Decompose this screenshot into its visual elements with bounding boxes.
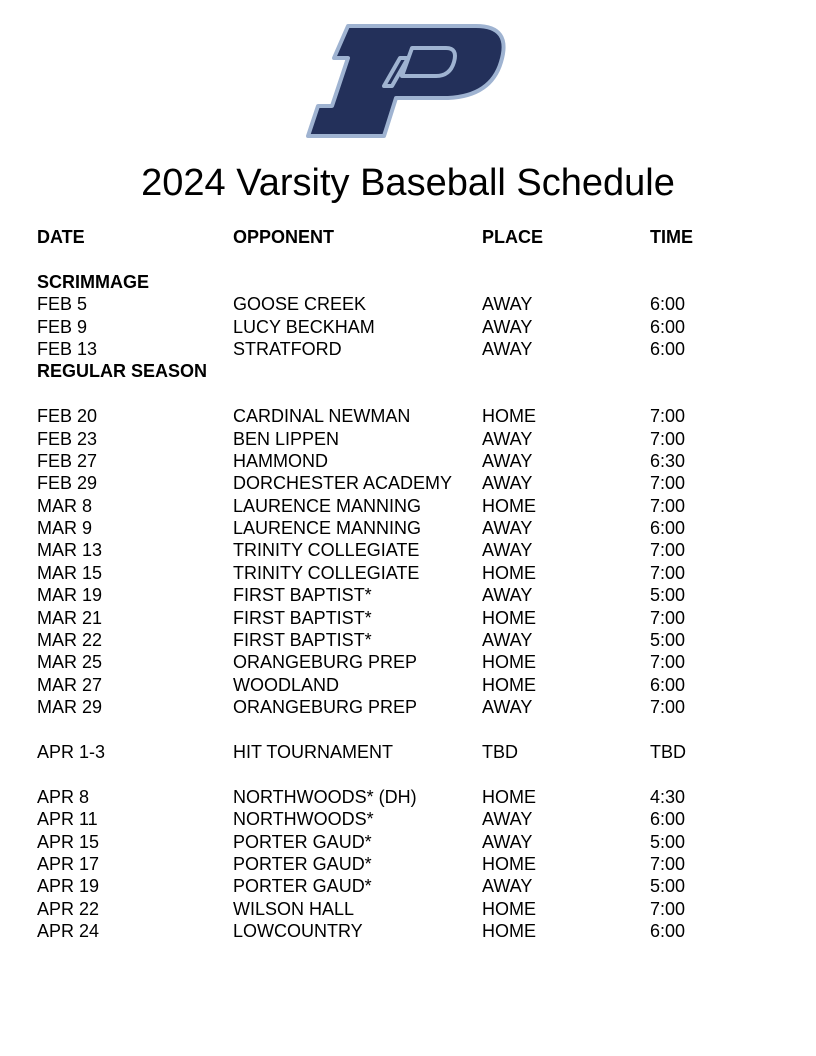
table-row bbox=[37, 316, 797, 338]
game-time: 6:00 bbox=[650, 338, 686, 359]
table-row bbox=[37, 428, 797, 450]
game-opponent: NORTHWOODS* bbox=[233, 809, 374, 830]
section-label: SCRIMMAGE bbox=[37, 271, 149, 292]
table-row bbox=[37, 472, 797, 494]
game-opponent: HAMMOND bbox=[233, 450, 328, 471]
game-place: AWAY bbox=[482, 876, 533, 897]
game-opponent: BEN LIPPEN bbox=[233, 428, 340, 449]
game-date: APR 17 bbox=[37, 853, 100, 874]
game-place: AWAY bbox=[482, 585, 533, 606]
game-date: MAR 19 bbox=[37, 585, 103, 606]
game-date: APR 15 bbox=[37, 831, 100, 852]
game-date: FEB 13 bbox=[37, 338, 98, 359]
game-place: AWAY bbox=[482, 697, 533, 718]
table-header bbox=[37, 226, 797, 248]
game-time: 7:00 bbox=[650, 697, 686, 718]
game-time: 6:00 bbox=[650, 518, 686, 539]
game-time: 6:00 bbox=[650, 294, 686, 315]
game-time: 4:30 bbox=[650, 786, 686, 807]
schedule-table bbox=[37, 226, 797, 943]
game-opponent: WOODLAND bbox=[233, 674, 340, 695]
table-row bbox=[37, 629, 797, 651]
section-heading bbox=[37, 360, 797, 382]
game-date: MAR 22 bbox=[37, 630, 103, 651]
game-time: 5:00 bbox=[650, 876, 686, 897]
game-date: MAR 9 bbox=[37, 518, 93, 539]
game-place: HOME bbox=[482, 786, 536, 807]
game-date: FEB 20 bbox=[37, 406, 98, 427]
table-row bbox=[37, 898, 797, 920]
game-opponent: FIRST BAPTIST* bbox=[233, 630, 372, 651]
game-date: FEB 27 bbox=[37, 450, 98, 471]
game-place: HOME bbox=[482, 898, 536, 919]
game-place: HOME bbox=[482, 853, 536, 874]
game-place: HOME bbox=[482, 652, 536, 673]
game-place: HOME bbox=[482, 921, 536, 942]
spacer-row bbox=[37, 383, 797, 405]
header-opponent: OPPONENT bbox=[233, 227, 335, 247]
game-opponent: PORTER GAUD* bbox=[233, 831, 372, 852]
table-row bbox=[37, 293, 797, 315]
section-label: REGULAR SEASON bbox=[37, 361, 208, 382]
game-opponent: TRINITY COLLEGIATE bbox=[233, 540, 420, 561]
table-row bbox=[37, 920, 797, 942]
game-opponent: CARDINAL NEWMAN bbox=[233, 406, 411, 427]
game-date: FEB 23 bbox=[37, 428, 98, 449]
game-time: 7:00 bbox=[650, 406, 686, 427]
section-heading bbox=[37, 271, 797, 293]
header-time: TIME bbox=[650, 227, 693, 247]
table-row bbox=[37, 674, 797, 696]
game-time: 7:00 bbox=[650, 428, 686, 449]
table-row bbox=[37, 741, 797, 763]
game-opponent: NORTHWOODS* (DH) bbox=[233, 786, 417, 807]
game-date: FEB 29 bbox=[37, 473, 98, 494]
game-date: APR 1-3 bbox=[37, 741, 106, 762]
game-date: MAR 21 bbox=[37, 607, 103, 628]
game-place: AWAY bbox=[482, 809, 533, 830]
game-opponent: HIT TOURNAMENT bbox=[233, 741, 394, 762]
game-opponent: TRINITY COLLEGIATE bbox=[233, 562, 420, 583]
game-time: 5:00 bbox=[650, 831, 686, 852]
table-row bbox=[37, 696, 797, 718]
table-row bbox=[37, 584, 797, 606]
game-date: MAR 25 bbox=[37, 652, 103, 673]
game-place: HOME bbox=[482, 674, 536, 695]
table-row bbox=[37, 875, 797, 897]
game-place: AWAY bbox=[482, 630, 533, 651]
game-place: AWAY bbox=[482, 518, 533, 539]
game-time: 7:00 bbox=[650, 495, 686, 516]
game-time: 6:00 bbox=[650, 316, 686, 337]
game-date: APR 8 bbox=[37, 786, 90, 807]
game-opponent: PORTER GAUD* bbox=[233, 853, 372, 874]
game-time: 5:00 bbox=[650, 585, 686, 606]
game-place: AWAY bbox=[482, 450, 533, 471]
table-row bbox=[37, 517, 797, 539]
table-row bbox=[37, 338, 797, 360]
game-opponent: FIRST BAPTIST* bbox=[233, 607, 372, 628]
game-date: APR 19 bbox=[37, 876, 100, 897]
game-time: 7:00 bbox=[650, 473, 686, 494]
schedule-rows bbox=[37, 271, 797, 943]
game-time: 7:00 bbox=[650, 853, 686, 874]
table-row bbox=[37, 539, 797, 561]
game-opponent: FIRST BAPTIST* bbox=[233, 585, 372, 606]
game-opponent: ORANGEBURG PREP bbox=[233, 652, 418, 673]
game-place: AWAY bbox=[482, 294, 533, 315]
game-time: 7:00 bbox=[650, 607, 686, 628]
game-date: FEB 9 bbox=[37, 316, 88, 337]
game-date: MAR 29 bbox=[37, 697, 103, 718]
game-opponent: LAURENCE MANNING bbox=[233, 495, 422, 516]
game-date: MAR 8 bbox=[37, 495, 93, 516]
table-row bbox=[37, 853, 797, 875]
game-opponent: DORCHESTER ACADEMY bbox=[233, 473, 453, 494]
game-time: TBD bbox=[650, 741, 686, 762]
spacer-row bbox=[37, 763, 797, 785]
table-row bbox=[37, 607, 797, 629]
game-date: APR 11 bbox=[37, 809, 98, 830]
game-opponent: STRATFORD bbox=[233, 338, 342, 359]
game-date: MAR 27 bbox=[37, 674, 103, 695]
school-logo-p bbox=[300, 18, 510, 146]
game-opponent: PORTER GAUD* bbox=[233, 876, 372, 897]
game-date: FEB 5 bbox=[37, 294, 88, 315]
game-opponent: ORANGEBURG PREP bbox=[233, 697, 418, 718]
table-row bbox=[37, 808, 797, 830]
game-time: 6:00 bbox=[650, 809, 686, 830]
game-place: HOME bbox=[482, 406, 536, 427]
page-title: 2024 Varsity Baseball Schedule bbox=[141, 162, 675, 204]
game-place: AWAY bbox=[482, 316, 533, 337]
spacer-row bbox=[37, 719, 797, 741]
game-place: AWAY bbox=[482, 831, 533, 852]
game-opponent: WILSON HALL bbox=[233, 898, 355, 919]
game-opponent: LUCY BECKHAM bbox=[233, 316, 375, 337]
game-place: AWAY bbox=[482, 338, 533, 359]
game-time: 6:30 bbox=[650, 450, 686, 471]
game-date: MAR 13 bbox=[37, 540, 103, 561]
table-row bbox=[37, 651, 797, 673]
game-time: 6:00 bbox=[650, 921, 686, 942]
game-time: 6:00 bbox=[650, 674, 686, 695]
game-place: HOME bbox=[482, 562, 536, 583]
game-date: APR 22 bbox=[37, 898, 100, 919]
table-row bbox=[37, 495, 797, 517]
table-row bbox=[37, 405, 797, 427]
game-place: HOME bbox=[482, 495, 536, 516]
game-time: 7:00 bbox=[650, 562, 686, 583]
table-row bbox=[37, 450, 797, 472]
table-row bbox=[37, 786, 797, 808]
game-place: AWAY bbox=[482, 540, 533, 561]
game-time: 7:00 bbox=[650, 898, 686, 919]
game-place: AWAY bbox=[482, 428, 533, 449]
table-row bbox=[37, 831, 797, 853]
game-opponent: LAURENCE MANNING bbox=[233, 518, 422, 539]
game-place: TBD bbox=[482, 741, 518, 762]
game-place: HOME bbox=[482, 607, 536, 628]
header-place: PLACE bbox=[482, 227, 544, 247]
game-date: MAR 15 bbox=[37, 562, 103, 583]
game-time: 7:00 bbox=[650, 540, 686, 561]
game-time: 5:00 bbox=[650, 630, 686, 651]
game-date: APR 24 bbox=[37, 921, 100, 942]
table-row bbox=[37, 562, 797, 584]
game-place: AWAY bbox=[482, 473, 533, 494]
header-date: DATE bbox=[37, 227, 85, 247]
game-time: 7:00 bbox=[650, 652, 686, 673]
game-opponent: GOOSE CREEK bbox=[233, 294, 367, 315]
game-opponent: LOWCOUNTRY bbox=[233, 921, 363, 942]
